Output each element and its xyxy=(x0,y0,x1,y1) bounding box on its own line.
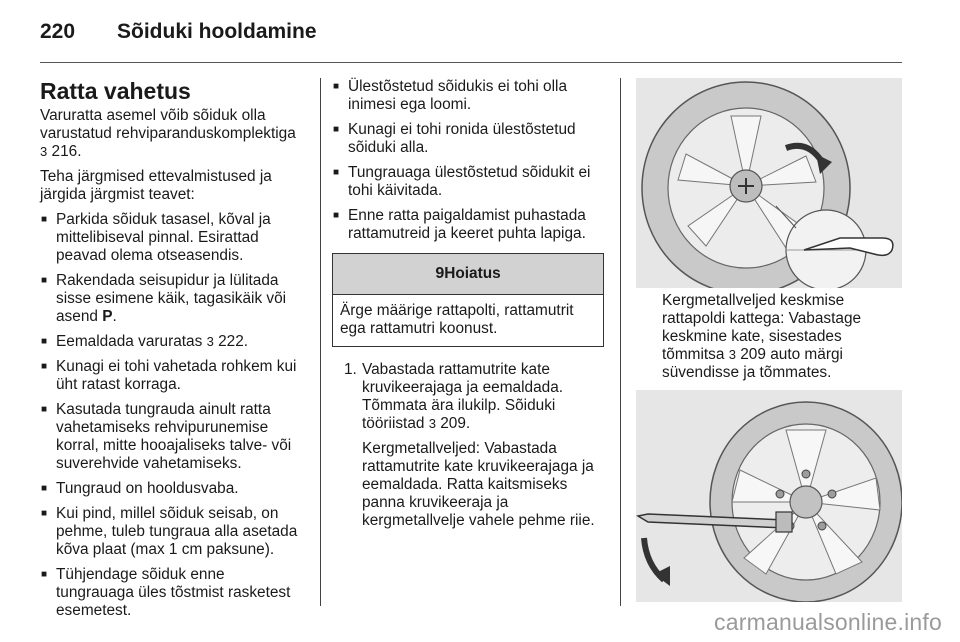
list-item: ■ Tungraud on hooldusvaba. xyxy=(40,480,305,498)
list-item: ■ Kunagi ei tohi ronida ülestõstetud sõiduki alla. xyxy=(332,121,604,157)
page-reference[interactable]: 216. xyxy=(51,143,82,160)
list-item: ■ Kunagi ei tohi vahetada rohkem kui üht ratast korraga. xyxy=(40,358,305,394)
list-item: ■ Tühjendage sõiduk enne tungrauaga üles tõstmist rasketest esemetest. xyxy=(40,566,305,620)
warning-title: Hoiatus xyxy=(444,265,501,282)
page-reference[interactable]: 222. xyxy=(218,333,249,350)
page-title: Sõiduki hooldamine xyxy=(117,20,317,43)
column-middle xyxy=(332,78,604,537)
warning-icon: 9 xyxy=(435,265,445,282)
step-number: 1. xyxy=(344,361,357,378)
reference-arrow-icon: 3 xyxy=(728,347,736,362)
list-item: ■ Kui pind, millel sõiduk seisab, on pehme, tuleb tungraua alla asetada kõva plaat (max 1 cm paksune). xyxy=(40,505,305,559)
preparation-list xyxy=(40,211,305,620)
wheel-wrench-illustration xyxy=(636,390,902,602)
steps-list xyxy=(332,361,604,530)
alloy-wheel-paragraph: Kergmetallveljed keskmise rattapoldi kattega: Vabastage keskmine kate, sisestades tõmmitsa 3 209 auto märgi süvendisse ja tõmmates. xyxy=(662,292,862,381)
list-item: ■ Tungrauaga ülestõstetud sõidukit ei tohi käivitada. xyxy=(332,164,604,200)
list-item: ■ Ülestõstetud sõidukis ei tohi olla inimesi ega loomi. xyxy=(332,78,604,114)
page-number: 220 xyxy=(40,20,76,43)
header-rule xyxy=(40,62,902,63)
list-item: ■ Kasutada tungrauda ainult ratta vahetamiseks rehvipurunemise korral, mitte hooajaliseks talve- või suverehvide vahetamiseks. xyxy=(40,401,305,473)
warning-text: Ärge määrige rattapolti, rattamutrit ega rattamutri koonust. xyxy=(340,302,574,337)
reference-arrow-icon: 3 xyxy=(428,416,436,431)
reference-arrow-icon: 3 xyxy=(40,144,48,159)
list-item: ■ Enne ratta paigaldamist puhastada rattamutreid ja keeret puhta lapiga. xyxy=(332,207,604,243)
safety-list xyxy=(332,78,604,243)
warning-header xyxy=(333,254,603,295)
reference-arrow-icon: 3 xyxy=(206,334,214,349)
gear-position-p: P xyxy=(102,308,113,325)
page-reference[interactable]: 209. xyxy=(440,415,471,432)
step-item xyxy=(332,361,604,530)
step-text: Vabastada rattamutrite kate kruvikeerajaga ja eemaldada. Tõmmata ära ilukilp. Sõiduki tööriistad 3 209. xyxy=(362,361,564,432)
step-paragraph: Kergmetallveljed: Vabastada rattamutrite kate kruvikeerajaga ja eemaldada. Ratta kaitsmiseks panna kruvikeeraja ja kergmetallvelje vahele pehme riie. xyxy=(362,440,595,529)
section-heading: Ratta vahetus xyxy=(40,78,191,104)
column-divider-1 xyxy=(320,78,321,606)
preparation-paragraph: Teha järgmised ettevalmistused ja järgida järgmist teavet: xyxy=(40,168,272,203)
list-item: ■ Parkida sõiduk tasasel, kõval ja mittelibiseval pinnal. Esirattad peavad olema otseasendis. xyxy=(40,211,305,265)
watermark: carmanualsonline.info xyxy=(714,609,942,635)
column-divider-2 xyxy=(620,78,621,606)
warning-box xyxy=(332,253,604,347)
list-item: ■ Rakendada seisupidur ja lülitada sisse esimene käik, tagasikäik või asend P. xyxy=(40,272,305,326)
wheel-centre-cap-illustration xyxy=(636,78,902,288)
page-reference[interactable]: 209 xyxy=(740,346,766,363)
intro-paragraph: Varuratta asemel võib sõiduk olla varustatud rehviparanduskomplektiga 3 216. xyxy=(40,107,296,160)
column-left xyxy=(40,78,305,627)
list-item: ■ Eemaldada varuratas 3 222. xyxy=(40,333,305,351)
column-right-text xyxy=(662,292,902,389)
